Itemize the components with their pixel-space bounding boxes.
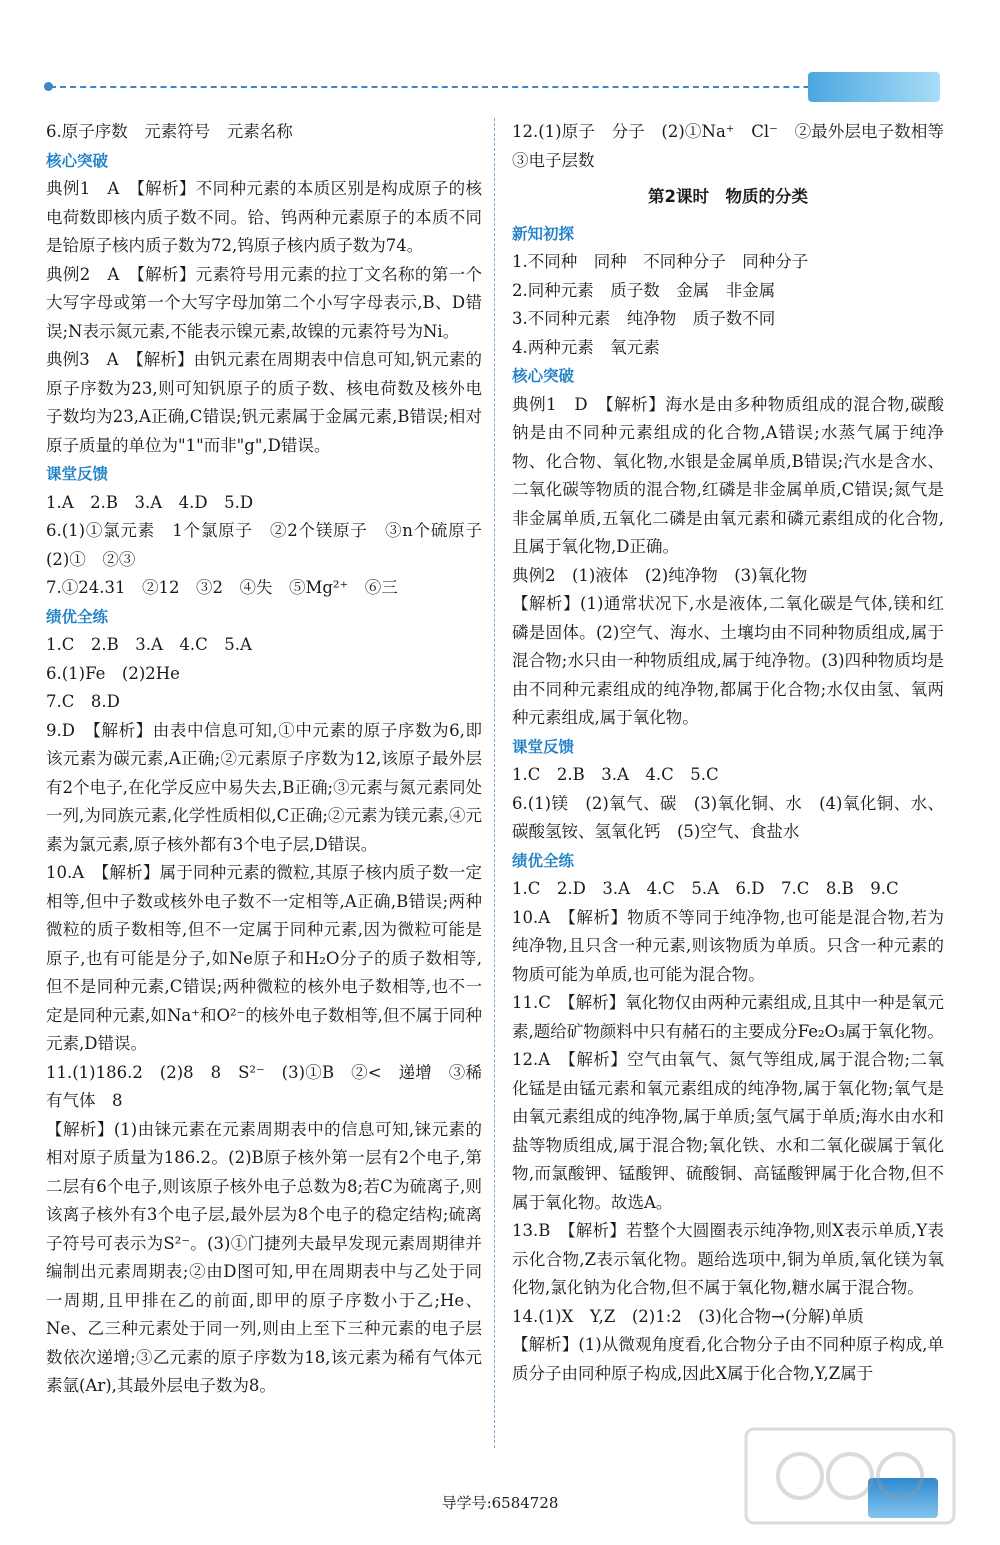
answer-paragraph: 13.B 【解析】若整个大圆圈表示纯净物,则X表示单质,Y表示化合物,Z表示氧化物。题给选项中,铜为单质,氧化镁为氧化物,氯化钠为化合物,但不属于氧化物,糖水属于混合物。 bbox=[512, 1221, 944, 1297]
watermark-logo bbox=[740, 1421, 960, 1531]
answer-paragraph: 1.A 2.B 3.A 4.D 5.D bbox=[46, 492, 254, 512]
page-footer: 导学号:6584728 bbox=[441, 1494, 559, 1512]
answer-paragraph: 典例1 D 【解析】海水是由多种物质组成的混合物,碳酸钠是由不同种元素组成的化合物,A错误;水蒸气属于纯净物、化合物、氧化物,水银是金属单质,B错误;汽水是含水、二氧化碳等物质的混合物,红磷是非金属单质,C错误;氮气是非金属单质,五氧化二磷是由氧元素和磷元素组成的化合物,且属于氧化物,D正确。 bbox=[512, 394, 944, 556]
answer-paragraph: 【解析】(1)从微观角度看,化合物分子由不同种原子构成,单质分子由同种原子构成,因此X属于化合物,Y,Z属于 bbox=[512, 1335, 944, 1383]
answer-paragraph: 10.A 【解析】物质不等同于纯净物,也可能是混合物,若为纯净物,且只含一种元素,则该物质为单质。只含一种元素的物质可能为单质,也可能为混合物。 bbox=[512, 907, 944, 984]
left-column bbox=[46, 118, 499, 1401]
section-heading: 核心突破 bbox=[46, 151, 109, 170]
answer-paragraph: 12.(1)原子 分子 (2)①Na⁺ Cl⁻ ②最外层电子数相等 ③电子层数 bbox=[512, 122, 961, 170]
answer-paragraph: 6.原子序数 元素符号 元素名称 bbox=[46, 122, 293, 141]
answer-paragraph: 1.不同种 同种 不同种分子 同种分子 bbox=[512, 252, 809, 271]
section-heading: 绩优全练 bbox=[46, 607, 109, 626]
answer-paragraph: 11.(1)186.2 (2)8 8 S²⁻ (3)①B ②< 递增 ③稀有气体 8 bbox=[46, 1062, 482, 1110]
answer-paragraph: 14.(1)X Y,Z (2)1:2 (3)化合物→(分解)单质 bbox=[512, 1306, 864, 1326]
answer-paragraph: 12.A 【解析】空气由氧气、氮气等组成,属于混合物;二氧化锰是由锰元素和氧元素组成的纯净物,属于氧化物;氧气是由氧元素组成的纯净物,属于单质;氢气属于单质;海水由水和盐等物质组成,属于混合物;氧化铁、水和二氧化碳属于氧化物,而氯酸钾、锰酸钾、硫酸铜、高锰酸钾属于化合物,但不属于氧化物。故选A。 bbox=[512, 1050, 944, 1212]
answer-paragraph: 典例3 A 【解析】由钒元素在周期表中信息可知,钒元素的原子序数为23,则可知钒原子的质子数、核电荷数及核外电子数均为23,A正确,C错误;钒元素属于金属元素,B错误;相对原子质量的单位为"1"而非"g",D错误。 bbox=[46, 350, 482, 455]
answer-paragraph: 6.(1)镁 (2)氧气、碳 (3)氧化铜、水 (4)氧化铜、水、碳酸氢铵、氢氧化钙 (5)空气、食盐水 bbox=[512, 793, 944, 841]
answer-paragraph: 7.①24.31 ②12 ③2 ④失 ⑤Mg²⁺ ⑥三 bbox=[46, 578, 398, 597]
section-heading: 课堂反馈 bbox=[512, 737, 575, 756]
answer-paragraph: 【解析】(1)通常状况下,水是液体,二氧化碳是气体,镁和红磷是固体。(2)空气、海水、土壤均由不同种物质组成,属于混合物;水只由一种物质组成,属于纯净物。(3)四种物质均是由不同种元素组成的纯净物,都属于化合物;水仅由氢、氧两种元素组成,属于氧化物。 bbox=[512, 594, 944, 727]
section-heading: 核心突破 bbox=[512, 367, 575, 385]
answer-paragraph: 典例2 (1)液体 (2)纯净物 (3)氧化物 bbox=[512, 565, 808, 585]
answer-paragraph: 7.C 8.D bbox=[46, 692, 120, 711]
answer-paragraph: 6.(1)①氯元素 1个氯原子 ②2个镁原子 ③n个硫原子 (2)① ②③ bbox=[46, 521, 499, 569]
header-tab bbox=[808, 72, 940, 102]
lesson-title: 第2课时 物质的分类 bbox=[648, 187, 808, 206]
answer-paragraph: 典例2 A 【解析】元素符号用元素的拉丁文名称的第一个大写字母或第一个大写字母加第二个小写字母表示,B、D错误;N表示氮元素,不能表示镍元素,故镍的元素符号为Ni。 bbox=[46, 264, 482, 341]
answer-paragraph: 【解析】(1)由铼元素在元素周期表中的信息可知,铼元素的相对原子质量为186.2。(2)B原子核外第一层有2个电子,第二层有6个电子,则该原子核外电子总数为8;若C为硫离子,则该离子核外有3个电子层,最外层为8个电子的稳定结构;硫离子符号可表示为S²⁻。(3)①门捷列夫最早发现元素周期律并编制出元素周期表;②由D图可知,甲在周期表中与乙处于同一周期,且甲排在乙的前面,即甲的原子序数小于乙;He、Ne、乙三种元素处于同一列,则由上至下三种元素的电子层数依次递增;③乙元素的原子序数为18,该元素为稀有气体元素氩(Ar),其最外层电子数为8。 bbox=[46, 1119, 482, 1395]
answer-paragraph: 10.A 【解析】属于同种元素的微粒,其原子核内质子数一定相等,但中子数或核外电子数不一定相等,A正确,B错误;两种微粒的质子数相等,但不一定属于同种元素,因为微粒可能是原子,也有可能是分子,如Ne原子和H₂O分子的质子数相等,但不是同种元素,C错误;两种微粒的核外电子数相等,也不一定是同种元素,如Na⁺和O²⁻的核外电子数相等,但不属于同种元素,D错误。 bbox=[46, 863, 482, 1053]
column-divider bbox=[494, 118, 495, 1448]
section-heading: 新知初探 bbox=[512, 224, 575, 243]
header-rule bbox=[50, 86, 930, 88]
answer-paragraph: 1.C 2.D 3.A 4.C 5.A 6.D 7.C 8.B 9.C bbox=[512, 879, 899, 898]
answer-paragraph: 3.不同种元素 纯净物 质子数不同 bbox=[512, 309, 776, 328]
answer-paragraph: 1.C 2.B 3.A 4.C 5.A bbox=[46, 635, 252, 654]
section-heading: 绩优全练 bbox=[512, 851, 575, 870]
answer-paragraph: 典例1 A 【解析】不同种元素的本质区别是构成原子的核电荷数即核内质子数不同。铪、钨两种元素原子的本质不同是铪原子核内质子数为72,钨原子核内质子数为74。 bbox=[46, 179, 482, 255]
section-heading: 课堂反馈 bbox=[46, 465, 109, 483]
right-column bbox=[512, 118, 961, 1388]
answer-paragraph: 2.同种元素 质子数 金属 非金属 bbox=[512, 280, 776, 300]
answer-paragraph: 1.C 2.B 3.A 4.C 5.C bbox=[512, 765, 719, 784]
answer-paragraph: 6.(1)Fe (2)2He bbox=[46, 663, 180, 683]
answer-paragraph: 11.C 【解析】氧化物仅由两种元素组成,且其中一种是氧元素,题给矿物颜料中只有赭石的主要成分Fe₂O₃属于氧化物。 bbox=[512, 993, 944, 1041]
answer-paragraph: 4.两种元素 氧元素 bbox=[512, 337, 660, 357]
answer-paragraph: 9.D 【解析】由表中信息可知,①中元素的原子序数为6,即该元素为碳元素,A正确;②元素原子序数为12,该原子最外层有2个电子,在化学反应中易失去,B正确;③元素与氮元素同处一列,为同族元素,化学性质相似,C正确;②元素为镁元素,④元素为氯元素,原子核外都有3个电子层,D错误。 bbox=[46, 720, 482, 854]
